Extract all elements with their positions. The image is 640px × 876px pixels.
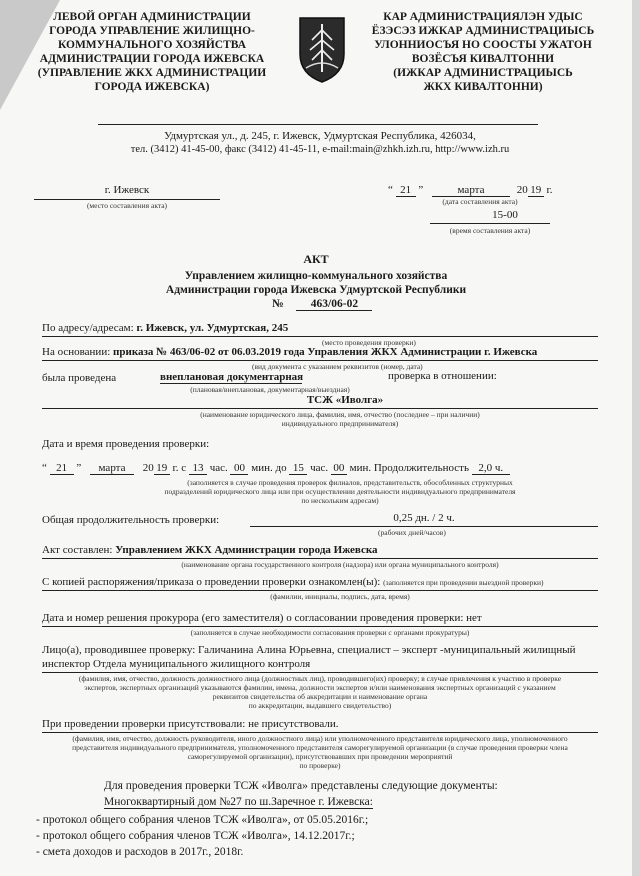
prosecutor-label: Дата и номер решения прокурора (его заместителя) о согласовании проведения проверки: xyxy=(42,612,464,624)
document-item: - смета доходов и расходов в 2017г., 2018г. xyxy=(36,846,244,858)
inspector-label: Лицо(а), проводившее проверку: xyxy=(42,644,196,656)
subject-caption-1: (наименование юридического лица, фамилия, имя, отчество (последнее – при наличии) xyxy=(200,410,480,419)
datetime-row xyxy=(42,462,510,475)
act-title-line2: Администрации города Ижевска Удмуртской Республики xyxy=(165,284,467,296)
document-item: - протокол общего собрания членов ТСЖ «Иволга», 14.12.2017г.; xyxy=(36,830,355,842)
act-number-value: 463/06-02 xyxy=(296,298,372,311)
hour-label: час. xyxy=(310,462,329,474)
conducted-caption: (плановая/внеплановая, документарная/выездная) xyxy=(190,385,350,394)
subject-value: ТСЖ «Иволга» xyxy=(306,394,384,406)
quote-open: “ xyxy=(388,184,393,196)
present-row xyxy=(42,718,339,730)
act-place-caption: (место составления акта) xyxy=(86,201,168,210)
act-time: 15-00 xyxy=(492,209,518,221)
check-duration: 2,0 ч. xyxy=(472,462,510,475)
act-date-year: 19 xyxy=(528,184,544,197)
check-hour-end: 15 xyxy=(289,462,307,475)
city-emblem-icon xyxy=(296,14,348,84)
quote-close: ” xyxy=(418,184,424,196)
conducted-label: была проведена xyxy=(42,372,117,384)
prosecutor-caption: (заполняется в случае необходимости согласования проверки с органами прокуратуры) xyxy=(190,628,470,637)
act-date-year-prefix: 20 xyxy=(516,184,528,196)
datetime-label: Дата и время проведения проверки: xyxy=(42,438,210,450)
inspector-line-1: Галичанина Алина Юрьевна, специалист – эксперт -муниципальный жилищный xyxy=(198,644,576,656)
header-left xyxy=(34,10,270,94)
check-month: марта xyxy=(90,462,134,475)
present-caption-3: саморегулируемой организации), присутствовавших при проведении мероприятий xyxy=(187,752,453,761)
check-minute-end: 00 xyxy=(331,462,347,475)
act-date xyxy=(388,184,553,197)
act-date-caption: (дата составления акта) xyxy=(442,197,518,206)
datetime-caption-2: подразделений юридического лица или при осуществлении деятельности индивидуального предпринимателя xyxy=(164,487,516,496)
copy-note: (заполняется при проведении выездной проверки) xyxy=(383,578,544,587)
header-right-line: (ИЖКАР АДМИНИСТРАЦИЫСЬ xyxy=(393,67,573,79)
prosecutor-value: нет xyxy=(466,612,482,624)
present-value: не присутствовали. xyxy=(248,718,339,730)
header-right-line: ВОЗЁСЪЯ КИВАЛТОННИ xyxy=(411,53,555,65)
header-right-line: КАР АДМИНИСТРАЦИЯЛЭН УДЫС xyxy=(383,11,583,23)
header-left-line: КОММУНАЛЬНОГО ХОЗЯЙСТВА xyxy=(57,39,247,51)
inspector-caption-3: реквизитов свидетельства об аккредитации и наименование органа xyxy=(212,692,428,701)
documents-intro: Для проведения проверки ТСЖ «Иволга» представлены следующие документы: xyxy=(104,780,498,792)
act-place: г. Ижевск xyxy=(104,184,150,196)
inspector-caption-4: по аккредитации, выдавшего свидетельство) xyxy=(248,701,392,710)
minute-to-label: мин. до xyxy=(251,462,287,474)
drawn-up-row xyxy=(42,544,378,556)
act-title-line1: Управлением жилищно-коммунального хозяйства xyxy=(184,270,448,282)
page-edge xyxy=(632,0,640,876)
basis-value: приказа № 463/06-02 от 06.03.2019 года Управления ЖКХ Администрации г. Ижевска xyxy=(113,346,538,358)
inspector-row xyxy=(42,644,575,656)
drawn-up-value: Управлением ЖКХ Администрации города Ижевска xyxy=(115,544,378,556)
address-row xyxy=(42,322,288,334)
act-time-caption: (время составления акта) xyxy=(449,226,531,235)
inspector-line-2: инспектор Отдела муниципального жилищного контроля xyxy=(42,658,311,670)
present-caption-2: представителя индивидуального предпринимателя, уполномоченного представителя саморегулируемой организации (в случае проведения проверки члена xyxy=(72,743,568,752)
total-value: 0,25 дн. / 2 ч. xyxy=(393,512,455,524)
act-date-suffix: г. xyxy=(546,184,553,196)
basis-row xyxy=(42,346,537,358)
present-caption-4: по проверке) xyxy=(299,761,341,770)
quote-open: “ xyxy=(42,462,47,474)
org-contacts: тел. (3412) 41-45-00, факс (3412) 41-45-11, e-mail:main@zhkh.izh.ru, http://www.izh.ru xyxy=(130,144,510,155)
header-left-line: ГОРОДА УПРАВЛЕНИЕ ЖИЛИЩНО- xyxy=(49,25,255,37)
check-hour-start: 13 xyxy=(189,462,207,475)
header-left-line: АДМИНИСТРАЦИИ ГОРОДА ИЖЕВСКА xyxy=(39,53,265,65)
act-date-day: 21 xyxy=(396,184,416,197)
org-address: Удмуртская ул., д. 245, г. Ижевск, Удмуртская Республика, 426034, xyxy=(164,130,476,142)
check-day: 21 xyxy=(50,462,74,475)
address-label: По адресу/адресам: xyxy=(42,322,134,334)
address-caption: (место проведения проверки) xyxy=(322,338,416,347)
datetime-caption-1: (заполняется в случае проведения проверок филиалов, представительств, обособленных структурных xyxy=(187,478,513,487)
copy-label: С копией распоряжения/приказа о проведении проверки ознакомлен(ы): xyxy=(42,576,381,588)
documents-house: Многоквартирный дом №27 по ш.Заречное г. Ижевска: xyxy=(104,796,373,808)
check-year-prefix: 20 xyxy=(142,462,154,474)
present-caption-1: (фамилия, имя, отчество, должность руководителя, иного должностного лица) или уполномоченного представителя юридического лица, уполномоченного xyxy=(72,734,568,743)
copy-caption: (фамилии, инициалы, подпись, дата, время) xyxy=(270,592,410,601)
conducted-after: проверка в отношении: xyxy=(388,370,497,382)
drawn-up-label: Акт составлен: xyxy=(42,544,113,556)
total-label: Общая продолжительность проверки: xyxy=(42,514,220,526)
basis-label: На основании: xyxy=(42,346,111,358)
header-right-line: ЖКХ КИВАЛТОННИ) xyxy=(423,81,543,93)
header-left-line: ЛЕВОЙ ОРГАН АДМИНИСТРАЦИИ xyxy=(53,11,251,23)
check-minute-start: 00 xyxy=(230,462,248,475)
header-right-line: ЁЗЭСЭЗ ИЖКАР АДМИНИСТРАЦИЫСЬ xyxy=(371,25,595,37)
duration-label: мин. Продолжительность xyxy=(349,462,469,474)
copy-row xyxy=(42,576,544,588)
subject-caption-2: индивидуального предпринимателя) xyxy=(281,419,399,428)
number-sign: № xyxy=(272,298,284,310)
act-date-month: марта xyxy=(432,184,510,197)
prosecutor-row xyxy=(42,612,482,624)
basis-caption: (вид документа с указанием реквизитов (номер, дата) xyxy=(252,362,423,371)
document-item: - протокол общего собрания членов ТСЖ «Иволга», от 05.05.2016г.; xyxy=(36,814,369,826)
drawn-up-caption: (наименование органа государственного контроля (надзора) или органа муниципального контроля) xyxy=(181,560,499,569)
conducted-value: внеплановая документарная xyxy=(160,371,304,383)
inspector-caption-2: экспертов, экспертных организаций указываются фамилии, имена, должности экспертов и/или наименования экспертных организаций с указанием xyxy=(84,683,556,692)
act-title: АКТ xyxy=(303,252,329,266)
check-from-label: г. с xyxy=(172,462,187,474)
inspector-caption-1: (фамилия, имя, отчество, должность должностного лица (должностных лиц), проводившего(их) проверку; в случае привлечения к участию в проверке xyxy=(78,674,562,683)
header-right xyxy=(360,10,606,94)
header-right-line: УЛОННИОСЪЯ НО СООСТЫ УЖАТОН xyxy=(374,39,592,51)
quote-close: ” xyxy=(76,462,82,474)
header-left-line: (УПРАВЛЕНИЕ ЖКХ АДМИНИСТРАЦИИ xyxy=(37,67,267,79)
total-caption: (рабочих дней/часов) xyxy=(378,528,446,537)
hour-label: час. xyxy=(209,462,228,474)
address-value: г. Ижевск, ул. Удмуртская, 245 xyxy=(136,322,289,334)
present-label: При проведении проверки присутствовали: xyxy=(42,718,246,730)
header-left-line: ГОРОДА ИЖЕВСКА) xyxy=(94,81,210,93)
datetime-caption-3: по нескольким адресам) xyxy=(301,496,379,505)
act-number xyxy=(272,298,372,311)
check-year: 19 xyxy=(154,462,170,475)
